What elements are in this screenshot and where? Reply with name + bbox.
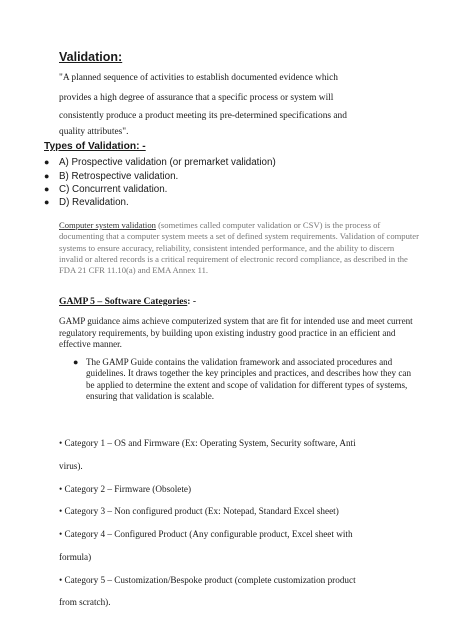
csv-link[interactable]: Computer system validation (59, 220, 156, 230)
bullet-icon: ● (73, 357, 79, 367)
bullet-icon: ● (44, 157, 50, 167)
category-line: • Category 1 – OS and Firmware (Ex: Operating System, Security software, Anti (59, 438, 356, 448)
category-line: from scratch). (59, 597, 111, 607)
types-heading: Types of Validation: - (44, 141, 146, 152)
definition-line: consistently produce a product meeting its pre-determined specifications and (59, 111, 347, 121)
definition-line: "A planned sequence of activities to establish documented evidence which (59, 73, 338, 83)
type-item: ● B) Retrospective validation. (44, 171, 179, 182)
bullet-icon: ● (44, 197, 50, 207)
type-item: ● C) Concurrent validation. (44, 184, 168, 195)
validation-heading: Validation: (59, 50, 123, 64)
definition-line: provides a high degree of assurance that a specific process or system will (59, 93, 334, 103)
gamp-guide-bullet: ● The GAMP Guide contains the validation framework and associated procedures and guidelines. It draws together the key principles and practices, and describes how they can be applied to determine the extent and scope of validation for different types of systems, ensuring that validation is scalable. (73, 357, 411, 401)
category-line: • Category 4 – Configured Product (Any configurable product, Excel sheet with (59, 529, 353, 539)
type-item: ● D) Revalidation. (44, 197, 129, 208)
bullet-icon: ● (44, 184, 50, 194)
bullet-icon: ● (44, 171, 50, 181)
type-item: ● A) Prospective validation (or premarket validation) (44, 157, 276, 168)
category-line: • Category 2 – Firmware (Obsolete) (59, 484, 192, 494)
category-line: virus). (59, 461, 83, 471)
gamp-heading: GAMP 5 – Software Categories: - (59, 296, 197, 307)
csv-paragraph: Computer system validation (sometimes called computer validation or CSV) is the process of documenting that a computer system meets a set of defined system requirements. Validation of computer systems to ensure accuracy, reliability, consistent intended performance, and the ability to discern invalid or altered records is a critical requirement of electronic record compliance, as described in the FDA 21 CFR 11.10(a) and EMA Annex 11. (59, 220, 419, 276)
category-line: • Category 5 – Customization/Bespoke product (complete customization product (59, 575, 356, 585)
definition-line: quality attributes". (59, 127, 129, 137)
category-line: • Category 3 – Non configured product (Ex: Notepad, Standard Excel sheet) (59, 506, 339, 516)
gamp-intro: GAMP guidance aims achieve computerized system that are fit for intended use and meet current regulatory requirements, by building upon existing industry good practice in an efficient and effective manner. (59, 316, 413, 350)
category-line: formula) (59, 552, 92, 562)
